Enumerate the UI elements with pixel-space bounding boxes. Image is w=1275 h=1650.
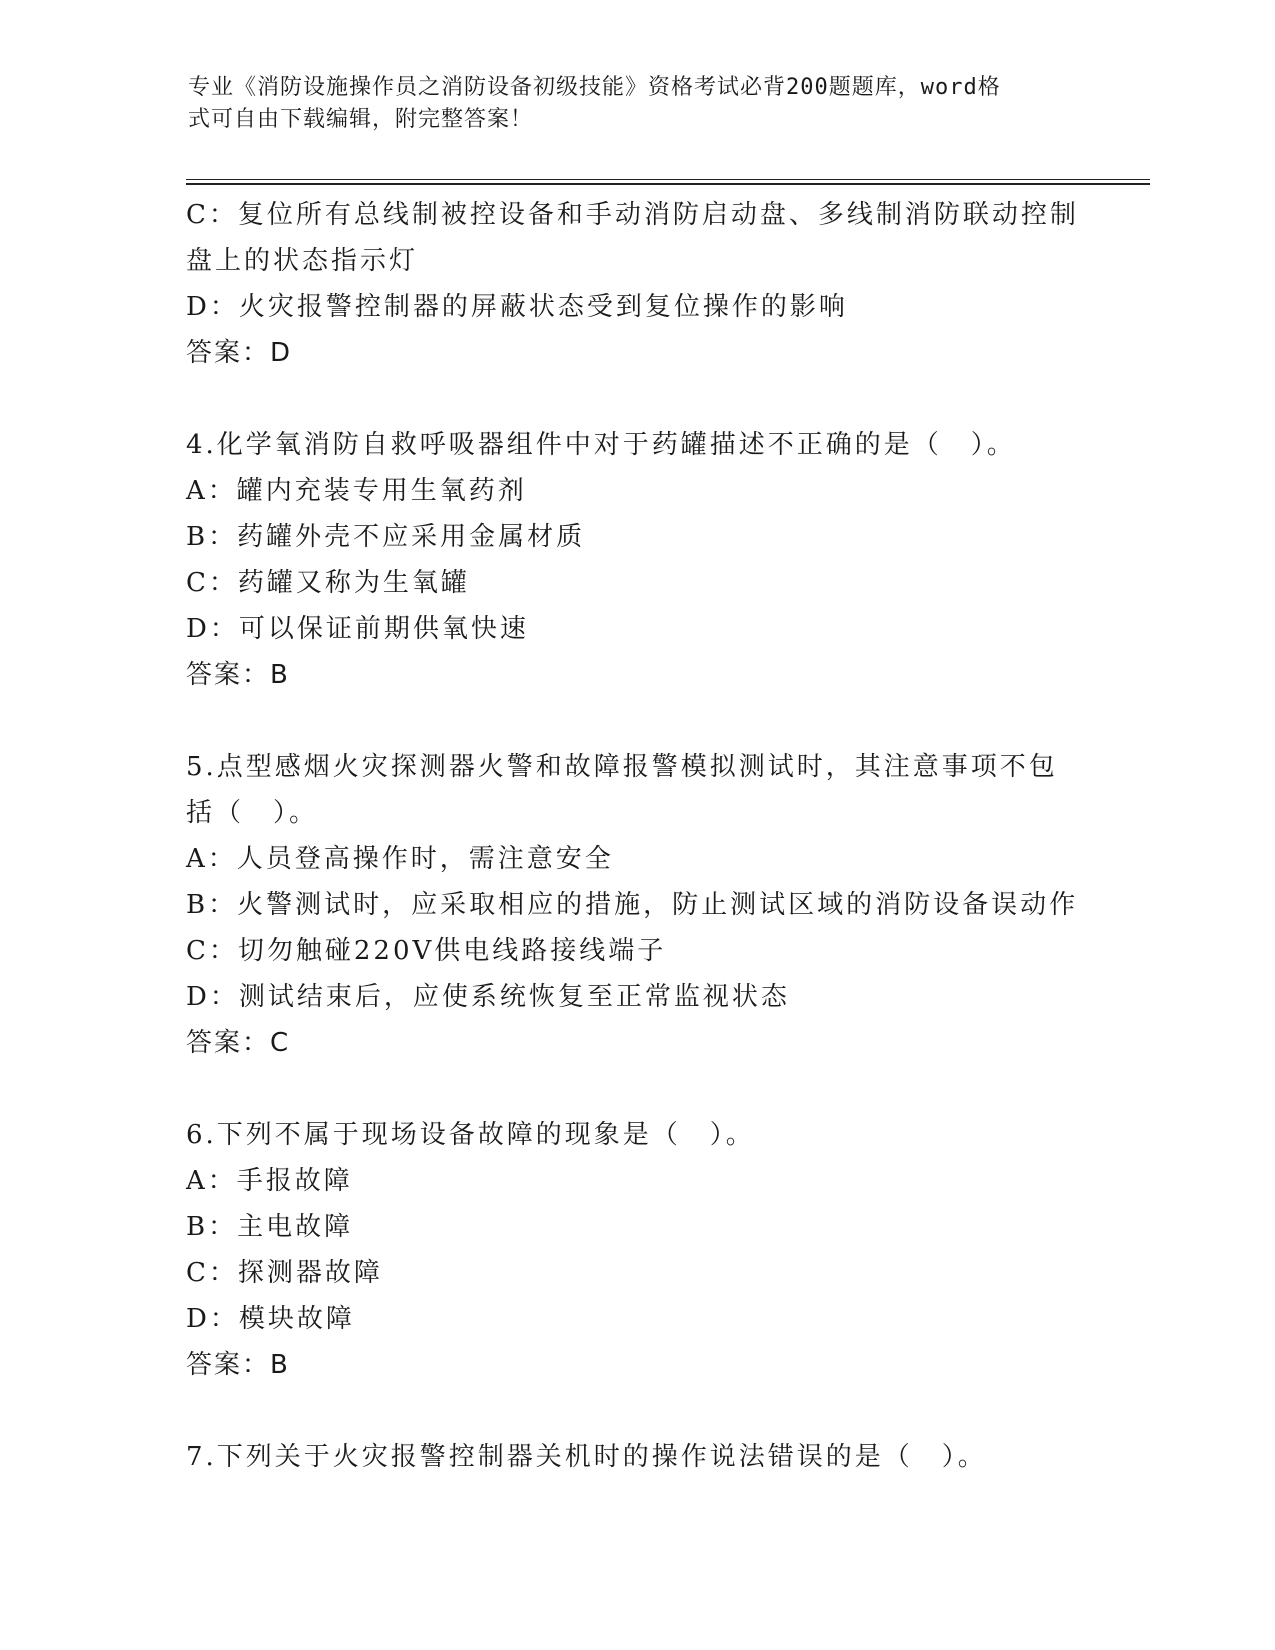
option-a: A：手报故障 <box>186 1166 353 1196</box>
spacer <box>186 376 1086 422</box>
question-7 <box>186 1434 1086 1480</box>
question-3-continued <box>186 192 1086 376</box>
header-line-1: 专业《消防设施操作员之消防设备初级技能》资格考试必背200题题库，word格 <box>188 75 1001 100</box>
document-header <box>188 72 1068 136</box>
answer: 答案：B <box>186 1350 290 1380</box>
question-stem: 6.下列不属于现场设备故障的现象是（ ）。 <box>186 1120 755 1150</box>
document-body <box>186 192 1086 1480</box>
option-d: D：火灾报警控制器的屏蔽状态受到复位操作的影响 <box>186 292 848 322</box>
option-d: D：可以保证前期供氧快速 <box>186 614 529 644</box>
spacer <box>186 698 1086 744</box>
question-stem: 4.化学氧消防自救呼吸器组件中对于药罐描述不正确的是（ ）。 <box>186 430 1016 460</box>
option-d: D：测试结束后，应使系统恢复至正常监视状态 <box>186 982 790 1012</box>
question-4 <box>186 422 1086 698</box>
header-rule-thin <box>186 179 1150 180</box>
option-b: B：火警测试时，应采取相应的措施，防止测试区域的消防设备误动作 <box>186 890 1079 920</box>
option-b: B：药罐外壳不应采用金属材质 <box>186 522 586 552</box>
question-6 <box>186 1112 1086 1388</box>
answer: 答案：C <box>186 1028 291 1058</box>
option-c: C：探测器故障 <box>186 1258 383 1288</box>
option-c: C：药罐又称为生氧罐 <box>186 568 470 598</box>
option-d: D：模块故障 <box>186 1304 355 1334</box>
question-stem-line-1: 5.点型感烟火灾探测器火警和故障报警模拟测试时，其注意事项不包 <box>186 752 1058 782</box>
option-b: B：主电故障 <box>186 1212 354 1242</box>
answer: 答案：B <box>186 660 290 690</box>
question-5 <box>186 744 1086 1066</box>
header-line-2: 式可自由下载编辑，附完整答案！ <box>188 107 534 132</box>
option-c-line-1: C：复位所有总线制被控设备和手动消防启动盘、多线制消防联动控制 <box>186 200 1079 230</box>
option-c: C：切勿触碰220V供电线路接线端子 <box>186 936 667 966</box>
option-a: A：人员登高操作时，需注意安全 <box>186 844 614 874</box>
option-a: A：罐内充装专用生氧药剂 <box>186 476 527 506</box>
answer: 答案：D <box>186 338 293 368</box>
question-stem-line-2: 括（ ）。 <box>186 798 319 828</box>
option-c-line-2: 盘上的状态指示灯 <box>186 246 419 276</box>
question-stem: 7.下列关于火灾报警控制器关机时的操作说法错误的是（ ）。 <box>186 1442 987 1472</box>
spacer <box>186 1388 1086 1434</box>
header-rule-thick <box>186 183 1150 185</box>
spacer <box>186 1066 1086 1112</box>
